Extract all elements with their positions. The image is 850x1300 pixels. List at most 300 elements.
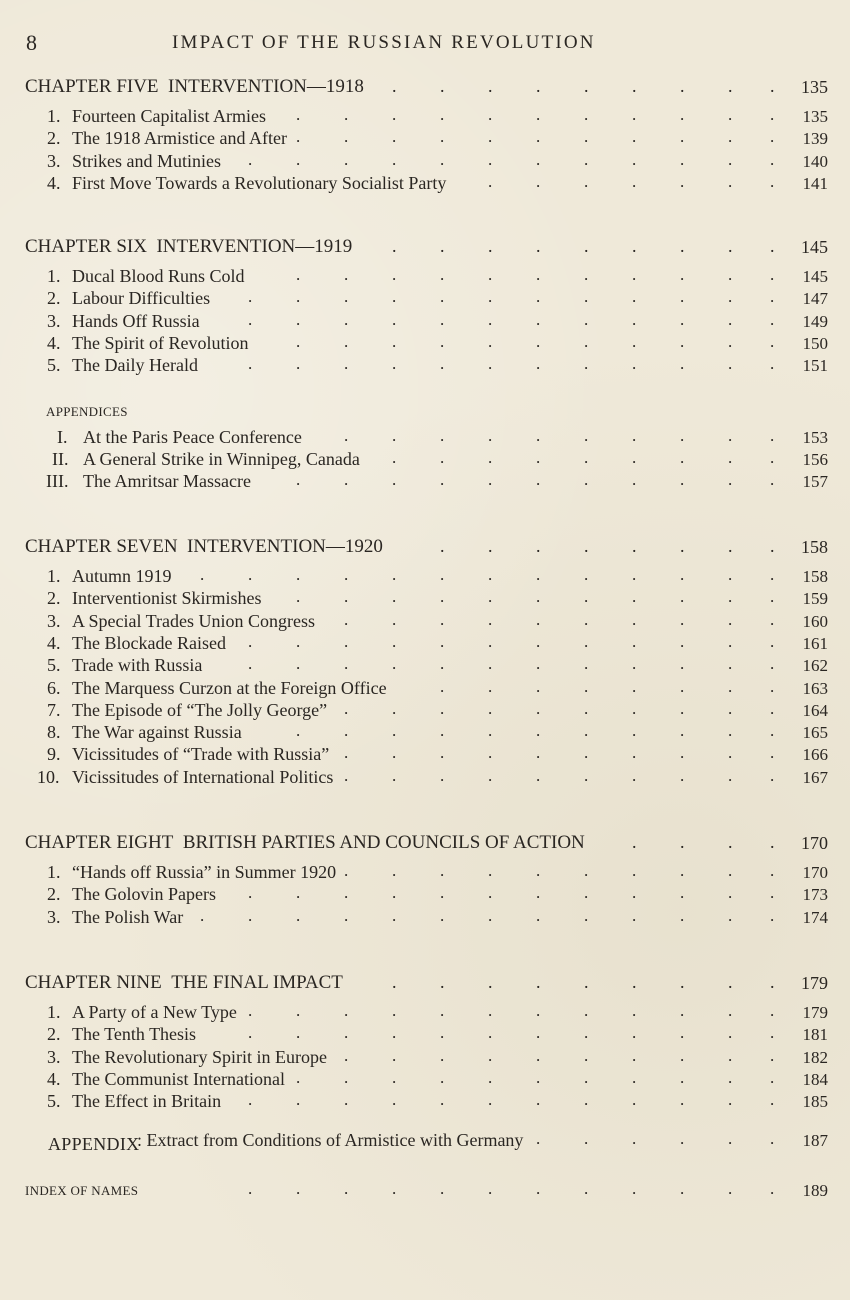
leader-dot: . (536, 149, 541, 169)
leader-dot: . (680, 536, 685, 556)
section-number: 4. (47, 172, 61, 193)
chapter-label: CHAPTER SEVEN (25, 536, 178, 557)
appendix-page-number: 153 (802, 428, 828, 447)
leader-dot: . (440, 631, 445, 651)
chapter-row[interactable] (0, 236, 850, 258)
leader-dot: . (392, 743, 397, 763)
section-row[interactable] (0, 611, 850, 633)
leader-dot: . (536, 1090, 541, 1110)
appendix-number: III. (46, 471, 69, 491)
section-row[interactable] (0, 884, 850, 906)
section-page-number: 135 (802, 107, 828, 126)
leader-dot: . (536, 171, 541, 191)
leader-dot: . (770, 1067, 775, 1087)
section-row[interactable] (0, 1047, 850, 1069)
leader-dot: . (728, 171, 733, 191)
leader-dot: . (632, 236, 637, 256)
leader-dot: . (344, 1045, 349, 1065)
leader-dot: . (632, 972, 637, 992)
section-number: 3. (47, 906, 61, 927)
section-number: 4. (47, 632, 61, 653)
leader-dot: . (200, 905, 205, 925)
leader-dot: . (344, 587, 349, 607)
section-title: Labour Difficulties (72, 288, 211, 309)
leader-dot: . (728, 76, 733, 96)
section-page-number: 174 (802, 907, 828, 927)
leader-dot: . (296, 631, 301, 651)
section-row[interactable] (0, 1024, 850, 1046)
leader-dot: . (584, 536, 589, 556)
leader-dot: . (770, 1179, 775, 1198)
section-row[interactable] (0, 151, 850, 173)
leader-dot: . (344, 287, 349, 307)
leader-dot: . (536, 76, 541, 96)
leader-dot: . (680, 883, 685, 903)
section-number: 3. (47, 310, 61, 331)
leader-dot: . (344, 743, 349, 763)
leader-dot: . (536, 236, 541, 256)
leader-dot: . (728, 743, 733, 763)
leader-dot: . (440, 883, 445, 903)
leader-dot: . (728, 765, 733, 785)
leader-dot: . (728, 565, 733, 584)
leader-dot: . (440, 1090, 445, 1110)
leader-dot: . (440, 470, 445, 489)
leader-dot: . (344, 127, 349, 147)
leader-dot: . (488, 631, 493, 651)
leader-dot: . (488, 309, 493, 329)
chapter-label: CHAPTER FIVE (25, 76, 159, 97)
leader-dot: . (536, 765, 541, 785)
leader-dot: . (728, 448, 733, 467)
leader-dot: . (248, 631, 253, 651)
leader-dot: . (728, 236, 733, 256)
section-title: The War against Russia (72, 722, 242, 743)
leader-dot: . (770, 654, 775, 674)
leader-dot: . (584, 309, 589, 329)
section-row[interactable] (0, 128, 850, 150)
leader-dot: . (536, 1023, 541, 1043)
leader-dot: . (770, 972, 775, 992)
section-row[interactable] (0, 311, 850, 333)
leader-dot: . (584, 265, 589, 284)
leader-dot: . (344, 149, 349, 169)
leader-dot: . (488, 1090, 493, 1110)
leader-dot: . (632, 127, 637, 147)
leader-dot: . (344, 883, 349, 903)
section-number: 3. (47, 610, 61, 631)
leader-dot: . (392, 1067, 397, 1087)
section-page-number: 165 (802, 723, 828, 743)
leader-dot: . (728, 536, 733, 556)
section-page-number: 158 (802, 567, 828, 586)
chapter-heading (25, 832, 585, 854)
section-title: Autumn 1919 (72, 566, 172, 586)
leader-dot: . (344, 331, 349, 351)
leader-dot: . (632, 861, 637, 880)
leader-dot: . (728, 127, 733, 147)
chapter-row[interactable] (0, 536, 850, 558)
leader-dot: . (488, 1023, 493, 1043)
leader-dot: . (392, 721, 397, 741)
leader-dot: . (344, 765, 349, 785)
leader-dot: . (680, 470, 685, 489)
section-title: The Daily Herald (72, 355, 198, 376)
leader-dot: . (728, 331, 733, 351)
leader-dot: . (200, 565, 205, 584)
leader-dot: . (770, 265, 775, 284)
chapter-row[interactable] (0, 76, 850, 98)
leader-dot: . (632, 676, 637, 696)
leader-dot: . (770, 631, 775, 651)
chapter-row[interactable] (0, 832, 850, 854)
leader-dot: . (770, 861, 775, 880)
chapter-label: CHAPTER NINE (25, 972, 162, 993)
section-title: The Tenth Thesis (72, 1024, 197, 1045)
leader-dot: . (680, 609, 685, 629)
leader-dot: . (440, 76, 445, 96)
leader-dot: . (392, 470, 397, 489)
section-number: 1. (47, 266, 61, 286)
leader-dot: . (728, 721, 733, 741)
leader-dot: . (584, 354, 589, 374)
section-number: 5. (47, 1091, 61, 1112)
leader-dot: . (632, 832, 637, 852)
leader-dot: . (488, 149, 493, 169)
leader-dot: . (344, 105, 349, 124)
section-number: 6. (47, 677, 61, 698)
leader-dot: . (440, 536, 445, 556)
section-row[interactable] (0, 288, 850, 310)
leader-dot: . (344, 631, 349, 651)
leader-dot: . (632, 1129, 637, 1148)
section-row[interactable] (0, 1002, 850, 1024)
section-number: 5. (47, 655, 61, 676)
leader-dot: . (440, 743, 445, 763)
leader-dot: . (728, 861, 733, 880)
leader-dot: . (770, 105, 775, 124)
leader-dot: . (728, 631, 733, 651)
section-row[interactable] (0, 1091, 850, 1113)
leader-dot: . (770, 743, 775, 763)
leader-dot: . (392, 149, 397, 169)
leader-dot: . (296, 331, 301, 351)
leader-dot: . (296, 654, 301, 674)
leader-dot: . (488, 861, 493, 880)
leader-dot: . (632, 905, 637, 925)
leader-dot: . (440, 236, 445, 256)
leader-dot: . (680, 76, 685, 96)
leader-dot: . (248, 565, 253, 584)
appendix-label: APPENDIX (48, 1134, 140, 1154)
leader-dot: . (344, 721, 349, 741)
leader-dot: . (770, 426, 775, 445)
leader-dot: . (632, 1045, 637, 1065)
leader-dot: . (488, 105, 493, 124)
leader-dot: . (584, 1067, 589, 1087)
leader-dot: . (392, 972, 397, 992)
leader-dot: . (632, 721, 637, 741)
leader-dot: . (632, 654, 637, 674)
leader-dot: . (632, 1090, 637, 1110)
leader-dot: . (680, 309, 685, 329)
leader-dot: . (440, 972, 445, 992)
leader-dot: . (440, 426, 445, 445)
leader-dot: . (680, 587, 685, 607)
section-number: 7. (47, 699, 61, 720)
leader-dot: . (296, 1090, 301, 1110)
appendix-row[interactable] (0, 449, 850, 471)
leader-dot: . (680, 171, 685, 191)
section-row[interactable] (0, 1069, 850, 1091)
leader-dot: . (392, 448, 397, 467)
section-row[interactable] (0, 767, 850, 789)
section-page-number: 147 (802, 289, 828, 309)
leader-dot: . (770, 149, 775, 169)
section-title: Fourteen Capitalist Armies (72, 106, 266, 126)
section-title: The Spirit of Revolution (72, 332, 249, 353)
leader-dot: . (536, 743, 541, 763)
leader-dot: . (344, 470, 349, 489)
leader-dot: . (680, 631, 685, 651)
leader-dot: . (632, 1001, 637, 1020)
leader-dot: . (632, 743, 637, 763)
leader-dot: . (632, 1067, 637, 1087)
leader-dot: . (488, 76, 493, 96)
leader-dot: . (536, 1129, 541, 1148)
section-page-number: 185 (802, 1092, 828, 1112)
leader-dot: . (584, 972, 589, 992)
section-page-number: 145 (802, 267, 828, 286)
leader-dot: . (680, 972, 685, 992)
leader-dot: . (584, 1129, 589, 1148)
leader-dot: . (440, 287, 445, 307)
leader-dot: . (770, 905, 775, 925)
leader-dot: . (392, 1001, 397, 1020)
leader-dot: . (584, 905, 589, 925)
chapter-title: THE FINAL IMPACT (171, 972, 343, 993)
chapter-page-number: 145 (801, 237, 828, 257)
leader-dot: . (536, 1001, 541, 1020)
leader-dot: . (296, 1023, 301, 1043)
leader-dot: . (344, 426, 349, 445)
leader-dot: . (440, 354, 445, 374)
leader-dot: . (632, 331, 637, 351)
leader-dot: . (770, 171, 775, 191)
leader-dot: . (680, 105, 685, 124)
appendix-row[interactable] (0, 471, 850, 493)
section-row[interactable] (0, 722, 850, 744)
leader-dot: . (440, 565, 445, 584)
leader-dot: . (392, 426, 397, 445)
index-label: INDEX OF NAMES (25, 1183, 139, 1198)
leader-dot: . (584, 765, 589, 785)
leader-dot: . (392, 883, 397, 903)
section-row[interactable] (0, 333, 850, 355)
leader-dot: . (536, 676, 541, 696)
leader-dot: . (440, 1001, 445, 1020)
chapter-label: CHAPTER SIX (25, 236, 147, 257)
leader-dot: . (632, 587, 637, 607)
section-page-number: 162 (802, 656, 828, 676)
leader-dot: . (770, 287, 775, 307)
leader-dot: . (584, 448, 589, 467)
leader-dot: . (296, 287, 301, 307)
appendix-title: At the Paris Peace Conference (83, 427, 302, 447)
section-row[interactable] (0, 633, 850, 655)
leader-dot: . (296, 149, 301, 169)
appendix-row[interactable] (0, 1130, 850, 1152)
section-row[interactable] (0, 266, 850, 288)
leader-dot: . (536, 905, 541, 925)
section-page-number: 149 (802, 311, 828, 331)
section-row[interactable] (0, 355, 850, 377)
leader-dot: . (248, 149, 253, 169)
section-title: The Marquess Curzon at the Foreign Office (72, 677, 387, 698)
leader-dot: . (632, 149, 637, 169)
leader-dot: . (584, 565, 589, 584)
leader-dot: . (728, 1023, 733, 1043)
index-page-number: 189 (802, 1181, 828, 1200)
leader-dot: . (632, 354, 637, 374)
section-row[interactable] (0, 173, 850, 195)
section-row[interactable] (0, 106, 850, 128)
chapter-title: INTERVENTION—1920 (187, 536, 383, 557)
leader-dot: . (344, 309, 349, 329)
leader-dot: . (344, 1179, 349, 1198)
section-page-number: 164 (802, 700, 828, 720)
section-number: 5. (47, 355, 61, 376)
section-row[interactable] (0, 566, 850, 588)
leader-dot: . (440, 127, 445, 147)
leader-dot: . (728, 287, 733, 307)
section-number: 4. (47, 332, 61, 353)
leader-dot: . (344, 654, 349, 674)
section-row[interactable] (0, 862, 850, 884)
leader-dot: . (728, 309, 733, 329)
leader-dot: . (584, 743, 589, 763)
leader-dot: . (728, 265, 733, 284)
leader-dot: . (770, 331, 775, 351)
appendix-number: II. (52, 449, 69, 469)
leader-dot: . (584, 1001, 589, 1020)
leader-dot: . (392, 654, 397, 674)
chapter-label: CHAPTER EIGHT (25, 832, 174, 853)
leader-dot: . (296, 354, 301, 374)
leader-dot: . (536, 448, 541, 467)
leader-dot: . (770, 1129, 775, 1148)
leader-dot: . (488, 565, 493, 584)
leader-dot: . (344, 265, 349, 284)
leader-dot: . (440, 309, 445, 329)
section-title: The Effect in Britain (72, 1091, 222, 1112)
leader-dot: . (680, 426, 685, 445)
index-row[interactable] (0, 1180, 850, 1202)
leader-dot: . (248, 1090, 253, 1110)
leader-dot: . (248, 354, 253, 374)
leader-dot: . (440, 765, 445, 785)
leader-dot: . (488, 721, 493, 741)
leader-dot: . (632, 765, 637, 785)
section-row[interactable] (0, 678, 850, 700)
section-title: Hands Off Russia (72, 310, 200, 331)
leader-dot: . (440, 698, 445, 718)
leader-dot: . (536, 565, 541, 584)
leader-dot: . (632, 287, 637, 307)
leader-dot: . (728, 149, 733, 169)
leader-dot: . (488, 127, 493, 147)
section-page-number: 179 (802, 1003, 828, 1022)
leader-dot: . (392, 631, 397, 651)
section-row[interactable] (0, 655, 850, 677)
leader-dot: . (392, 309, 397, 329)
leader-dot: . (536, 883, 541, 903)
leader-dot: . (770, 1090, 775, 1110)
leader-dot: . (680, 832, 685, 852)
leader-dot: . (536, 265, 541, 284)
leader-dot: . (536, 861, 541, 880)
appendix-page-number: 157 (802, 472, 828, 491)
leader-dot: . (488, 1001, 493, 1020)
leader-dot: . (536, 426, 541, 445)
appendix-row[interactable] (0, 427, 850, 449)
leader-dot: . (728, 654, 733, 674)
section-page-number: 173 (802, 885, 828, 905)
leader-dot: . (584, 236, 589, 256)
leader-dot: . (392, 236, 397, 256)
leader-dot: . (248, 309, 253, 329)
section-row[interactable] (0, 588, 850, 610)
leader-dot: . (680, 743, 685, 763)
leader-dot: . (584, 105, 589, 124)
leader-dot: . (770, 1001, 775, 1020)
section-page-number: 139 (802, 129, 828, 149)
leader-dot: . (344, 698, 349, 718)
leader-dot: . (344, 1067, 349, 1087)
appendix-page-number: 187 (802, 1131, 828, 1150)
chapter-row[interactable] (0, 972, 850, 994)
leader-dot: . (584, 171, 589, 191)
section-title: The Golovin Papers (72, 884, 216, 905)
leader-dot: . (680, 861, 685, 880)
section-title: “Hands off Russia” in Summer 1920 (72, 862, 337, 882)
section-title: The Episode of “The Jolly George” (72, 699, 328, 720)
leader-dot: . (584, 470, 589, 489)
leader-dot: . (680, 1067, 685, 1087)
leader-dot: . (296, 721, 301, 741)
section-number: 1. (47, 566, 61, 586)
leader-dot: . (770, 765, 775, 785)
running-head (26, 30, 810, 56)
section-row[interactable] (0, 907, 850, 929)
leader-dot: . (728, 832, 733, 852)
section-row[interactable] (0, 700, 850, 722)
leader-dot: . (248, 883, 253, 903)
section-row[interactable] (0, 744, 850, 766)
leader-dot: . (680, 765, 685, 785)
leader-dot: . (536, 654, 541, 674)
chapter-heading (25, 236, 352, 258)
leader-dot: . (440, 1179, 445, 1198)
leader-dot: . (632, 265, 637, 284)
leader-dot: . (770, 536, 775, 556)
leader-dot: . (536, 470, 541, 489)
leader-dot: . (248, 905, 253, 925)
leader-dot: . (536, 631, 541, 651)
leader-dot: . (248, 654, 253, 674)
leader-dot: . (392, 861, 397, 880)
section-title: The Blockade Raised (72, 632, 226, 653)
